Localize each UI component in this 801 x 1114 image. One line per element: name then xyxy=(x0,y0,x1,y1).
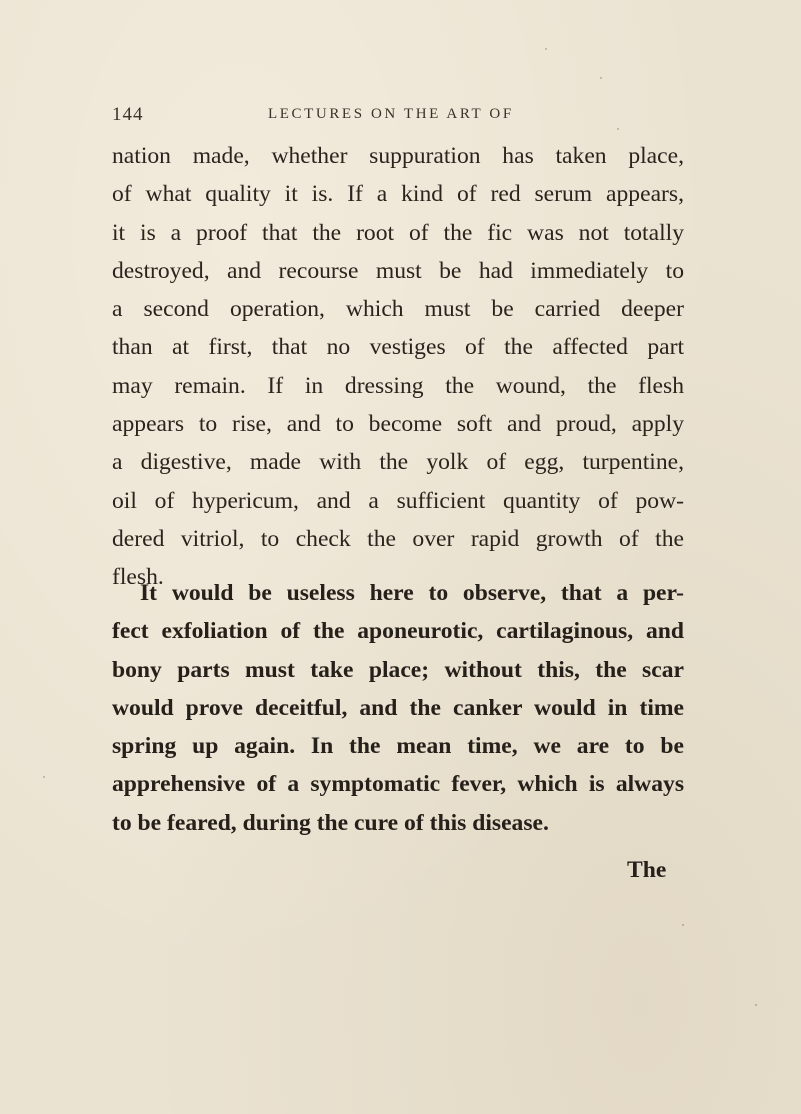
text-line: oil of hypericum, and a sufficient quantity of pow- xyxy=(112,487,684,514)
text-line: dered vitriol, to check the over rapid growth of the xyxy=(112,525,684,552)
paragraph-2 xyxy=(112,574,684,842)
text-line: appears to rise, and to become soft and proud, apply xyxy=(112,411,684,438)
paper-speck xyxy=(617,128,619,130)
running-head: LECTURES ON THE ART OF xyxy=(268,106,514,122)
paper-speck xyxy=(545,48,547,50)
paper-speck xyxy=(682,924,684,926)
text-line: fect exfoliation of the aponeurotic, cartilaginous, and xyxy=(112,618,684,645)
paragraph-1 xyxy=(112,137,684,597)
paper-speck xyxy=(43,776,45,778)
text-line: of what quality it is. If a kind of red serum appears, xyxy=(112,181,684,208)
paper-speck xyxy=(755,1004,757,1006)
text-line: spring up again. In the mean time, we are to be xyxy=(112,733,684,760)
text-line: destroyed, and recourse must be had immediately to xyxy=(112,257,684,284)
text-line: would prove deceitful, and the canker would in time xyxy=(112,694,684,721)
text-line: it is a proof that the root of the fic was not totally xyxy=(112,219,684,246)
text-line: may remain. If in dressing the wound, the flesh xyxy=(112,372,684,399)
text-line: a second operation, which must be carried deeper xyxy=(112,296,684,323)
text-line: It would be useless here to observe, that a per- xyxy=(140,580,684,606)
text-line: than at first, that no vestiges of the affected part xyxy=(112,334,684,361)
text-line: a digestive, made with the yolk of egg, turpentine, xyxy=(112,449,684,476)
text-line: apprehensive of a symptomatic fever, which is always xyxy=(112,771,684,798)
text-line: bony parts must take place; without this, the scar xyxy=(112,656,684,683)
text-line: flesh. xyxy=(112,564,164,591)
page-number: 144 xyxy=(112,104,144,125)
text-line: to be feared, during the cure of this disease. xyxy=(112,809,549,836)
text-line: nation made, whether suppuration has taken place, xyxy=(112,143,684,169)
paper-speck xyxy=(600,77,602,79)
catchword: The xyxy=(627,857,667,883)
